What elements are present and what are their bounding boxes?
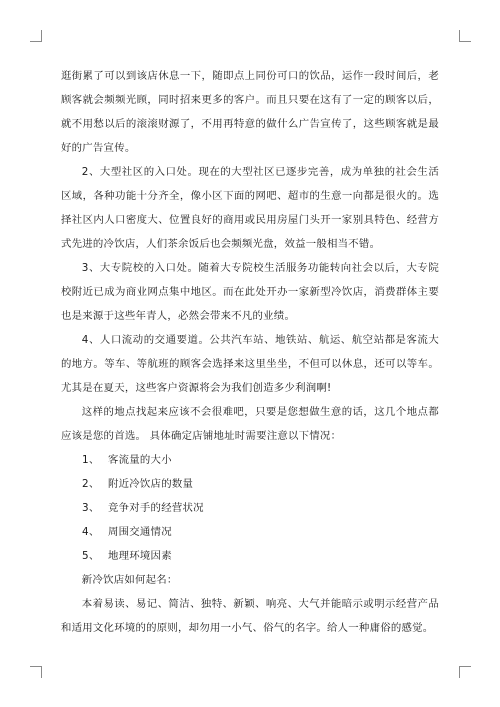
crop-mark-bottom-left xyxy=(30,666,42,678)
list-item xyxy=(61,520,439,544)
naming-heading: 新冷饮店如何起名： xyxy=(81,574,178,586)
paragraph-college-entrance: 3、大专院校的入口处。随着大专院校生活服务功能转向社会以后，大专院校附近已成为商业网点集中地区。而在此处开办一家新型冷饮店，消费群体主要也是来源于这些年青人，必然会带来不凡的业绩。 xyxy=(61,262,439,322)
list-item xyxy=(61,496,439,520)
crop-mark-bottom-right xyxy=(459,666,471,678)
list-item-number: 4、 xyxy=(82,526,100,538)
paragraph-community-entrance: 2、大型社区的入口处。现在的大型社区已逐步完善，成为单独的社会生活区域，各种功能十分齐全，像小区下面的网吧、超市的生意一向都是很火的。选择社区内人口密度大、位置良好的商用或民用房屋门头开一家别具特色、经营方式先进的冷饮店，人们茶余饭后也会频频光盘，效益一般相当不错。 xyxy=(61,166,439,250)
list-item xyxy=(61,472,439,496)
list-item-text: 附近冷饮店的数量 xyxy=(108,478,194,490)
list-item-number: 1、 xyxy=(82,454,100,466)
paragraph-site-summary: 这样的地点找起来应该不会很难吧，只要是您想做生意的话，这几个地点都应该是您的首选。 具体确定店铺地址时需要注意以下情况： xyxy=(61,406,439,442)
paragraph-continuation: 逛街累了可以到该店休息一下，随即点上同份可口的饮品，运作一段时间后，老顾客就会频频光顾，同时招来更多的客户。而且只要在这有了一定的顾客以后，就不用愁以后的滚滚财源了，不用再特意的做什么广告宣传了，这些顾客就是最好的广告宣传。 xyxy=(61,70,439,154)
list-item-number: 2、 xyxy=(82,478,100,490)
paragraph-naming-principles: 本着易读、易记、简洁、独特、新颖、响亮、大气并能暗示或明示经营产品和适用文化环境的的原则，却勿用一小气、俗气的名字。给人一种庸俗的感觉。 xyxy=(61,598,439,634)
list-item-number: 5、 xyxy=(82,550,100,562)
list-item xyxy=(61,448,439,472)
crop-mark-top-left xyxy=(30,30,42,42)
list-item-text: 竞争对手的经营状况 xyxy=(108,502,204,514)
list-item xyxy=(61,544,439,568)
list-item-text: 地理环境因素 xyxy=(108,550,172,562)
paragraph-traffic-hub: 4、人口流动的交通要道。公共汽车站、地铁站、航运、航空站都是客流大的地方。等车、等航班的顾客会选择来这里坐坐，不但可以休息，还可以等车。尤其是在夏天，这些客户资源将会为我们创造多少利润啊! xyxy=(61,334,439,394)
document-body xyxy=(61,64,439,640)
list-item-text: 周围交通情况 xyxy=(108,526,172,538)
list-item-text: 客流量的大小 xyxy=(108,454,172,466)
crop-mark-top-right xyxy=(459,30,471,42)
list-item-number: 3、 xyxy=(82,502,100,514)
